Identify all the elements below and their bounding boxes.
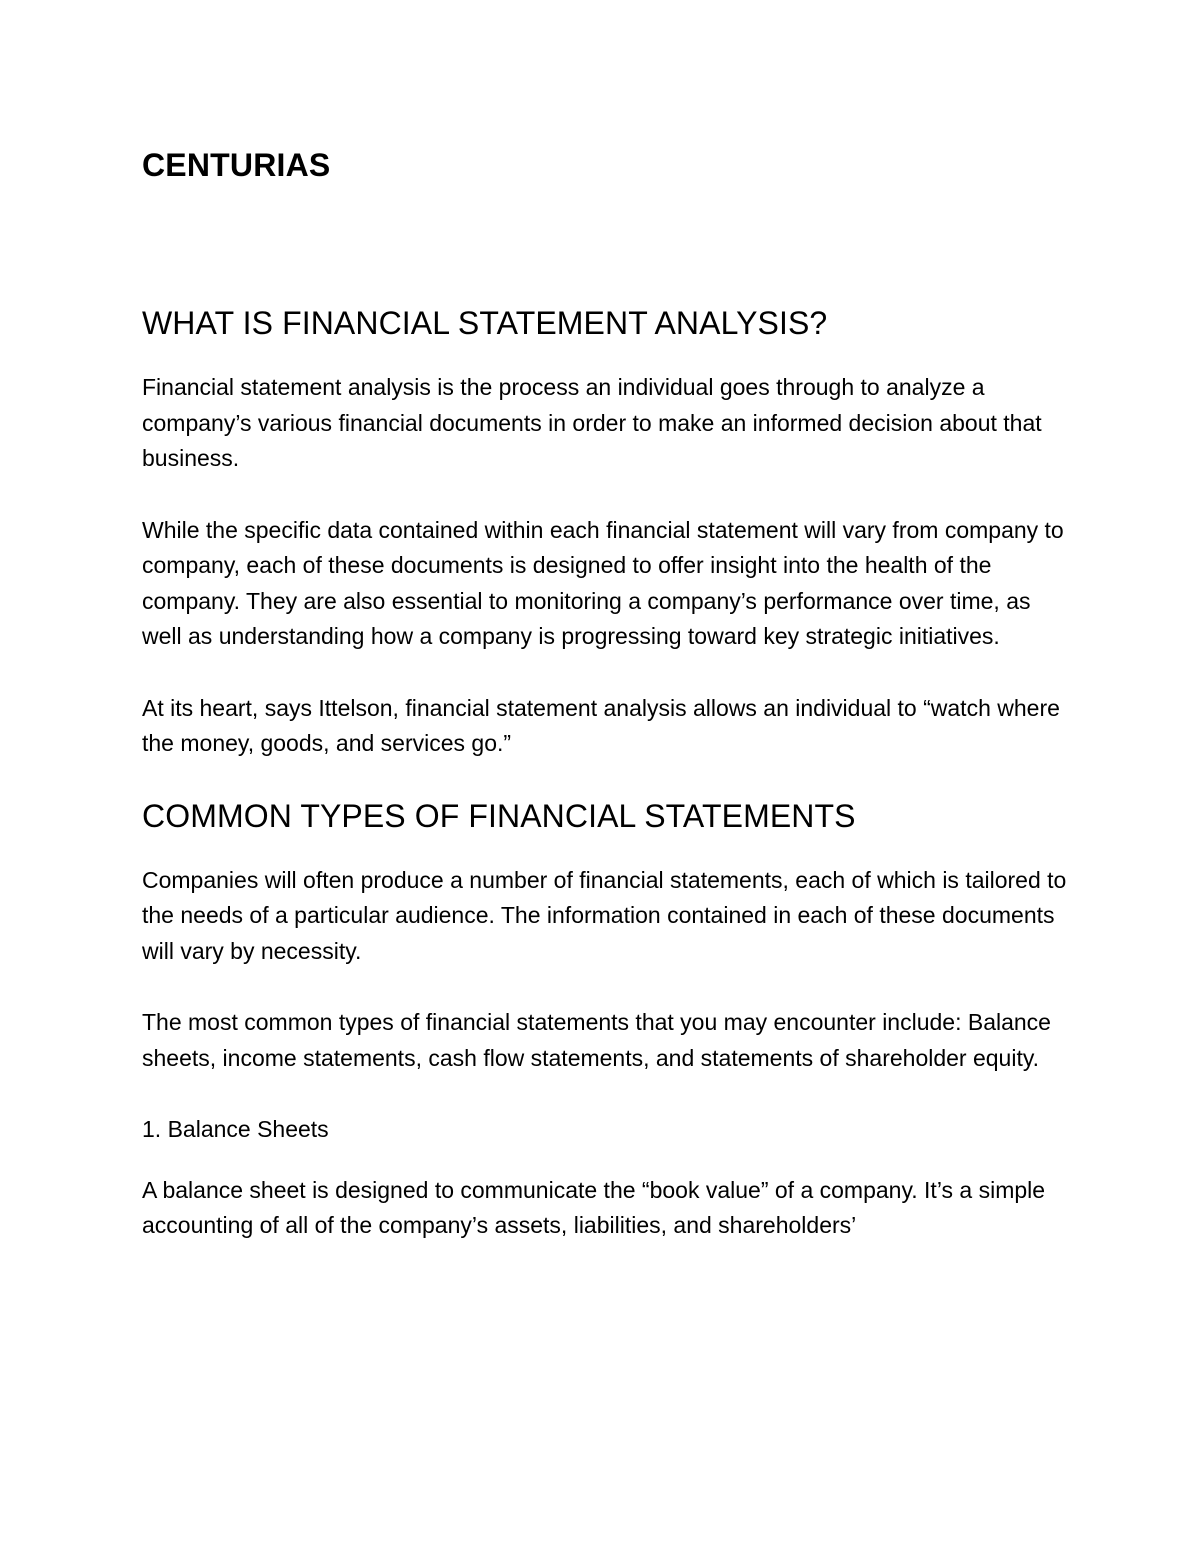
paragraph-most-common-types: The most common types of financial statements that you may encounter include: Balance sheets, income statements, cash flow statements, and statements of shareholder equity.	[142, 1009, 1051, 1071]
section-heading-financial-statement-analysis: WHAT IS FINANCIAL STATEMENT ANALYSIS?	[142, 305, 828, 341]
paragraph-ittelson-quote: At its heart, says Ittelson, financial statement analysis allows an individual to “watch where the money, goods, and services go.”	[142, 694, 1060, 756]
section-heading-common-types: COMMON TYPES OF FINANCIAL STATEMENTS	[142, 797, 856, 834]
document-body	[142, 145, 1072, 1244]
paragraph-companies-produce: Companies will often produce a number of financial statements, each of which is tailored to the needs of a particular audience. The information contained in each of these documents will vary by necessity.	[142, 866, 1067, 964]
document-title: CENTURIAS	[142, 147, 331, 183]
subheading-balance-sheets: 1. Balance Sheets	[142, 1116, 329, 1142]
paragraph-specific-data: While the specific data contained within each financial statement will vary from company to company, each of these documents is designed to offer insight into the health of the company. They are also essential to monitoring a company’s performance over time, as well as understanding how a company is progressing toward key strategic initiatives.	[142, 516, 1064, 649]
paragraph-definition: Financial statement analysis is the process an individual goes through to analyze a company’s various financial documents in order to make an informed decision about that business.	[142, 374, 1042, 471]
paragraph-balance-sheet-definition: A balance sheet is designed to communicate the “book value” of a company. It’s a simple accounting of all of the company’s assets, liabilities, and shareholders’	[142, 1176, 1046, 1238]
